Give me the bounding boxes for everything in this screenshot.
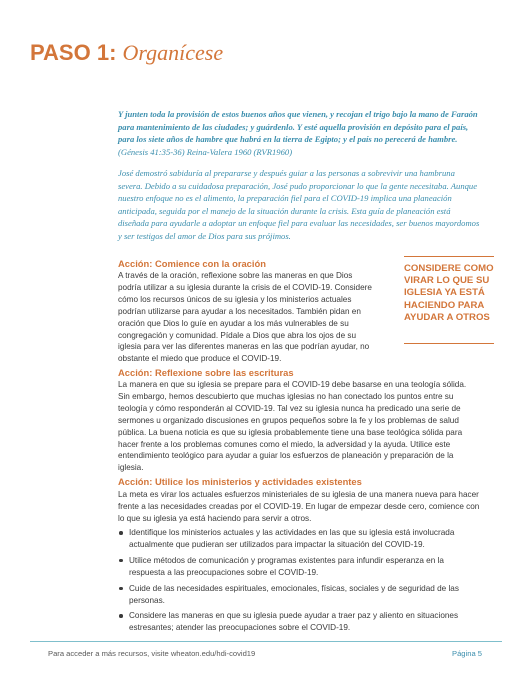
page-title-step: PASO 1: — [30, 40, 117, 65]
bullet-dot-icon — [119, 614, 123, 618]
ministries-bullet-list — [118, 527, 480, 638]
scripture-verse: Y junten toda la provisión de estos buenos años que vienen, y recojan el trigo bajo la mano de Faraón para mantenimiento de las ciudades; y guárdenlo. Y esté aquella provisión en depósito para el país, para los siete años de hambre que habrá en la tierra de Egipto; y el país no perecerá de hambre. — [118, 109, 478, 144]
section-body-prayer: A través de la oración, reflexione sobre las maneras en que Dios podría utilizar a su iglesia durante la crisis de el COVID-19. Considere cómo los recursos únicos de su iglesia y los ministerios actuales podrían utilizarse para ayudar a los necesitados. También pidan en oración que Dios lo guíe en ayudar a los más vulnerables de su congregación y comunidad. Pídale a Dios que abra los ojos de su iglesia para ver las diferentes maneras en las que podrían ayudar, no obstante el miedo que produce el COVID-19. — [118, 271, 372, 364]
bullet-dot-icon — [119, 559, 123, 563]
section-heading-ministries: Acción: Utilice los ministerios y actividades existentes — [118, 476, 362, 487]
bullet-dot-icon — [119, 531, 123, 535]
section-heading-scripture: Acción: Reflexione sobre las escrituras — [118, 367, 294, 378]
callout-box — [404, 256, 494, 344]
section-body-ministries: La meta es virar los actuales esfuerzos ministeriales de su iglesia de una manera nueva para hacer frente a las necesidades creadas por el COVID-19. En lugar de empezar desde cero, comience con lo que su iglesia ya está haciendo para servir a otros. — [118, 490, 480, 523]
footer-page-number: Página 5 — [452, 649, 482, 658]
scripture-commentary: José demostró sabiduría al prepararse y después guiar a las personas a sobrevivir una hambruna severa. Debido a su cuidadosa preparación, José pudo proporcionar lo que la gente necesitaba. Aunque nuestro enfoque no es el alimento, la preparación fiel para el COVID-19 implica una planeación anticipada, seguida por el manejo de la situación durante la crisis. Esta guía de planeación está diseñada para ayudarle a adoptar un enfoque fiel para evaluar las necesidades, ser buenos mayordomos y ser testigos del amor de Dios para sus prójimos. — [118, 168, 480, 241]
scripture-reference: (Génesis 41:35-36) Reina-Valera 1960 (RVR1960) — [118, 146, 293, 157]
callout-text: CONSIDERE COMO VIRAR LO QUE SU IGLESIA YA ESTÁ HACIENDO PARA AYUDAR A OTROS — [404, 263, 494, 323]
scripture-quote — [118, 108, 480, 158]
list-item: Considere las maneras en que su iglesia puede ayudar a traer paz y aliento en situaciones estresantes; atender las preocupaciones sobre el COVID-19. — [118, 610, 480, 634]
page-title — [30, 40, 223, 66]
bullet-dot-icon — [119, 587, 123, 591]
footer-divider — [30, 641, 502, 642]
list-item: Utilice métodos de comunicación y programas existentes para infundir esperanza en la respuesta a las preocupaciones sobre el COVID-19. — [118, 555, 480, 579]
page-title-subtitle: Organícese — [122, 40, 224, 65]
footer-resources-text: Para acceder a más recursos, visite wheaton.edu/hdi-covid19 — [48, 649, 256, 658]
list-item: Identifique los ministerios actuales y las actividades en las que su iglesia está involucrada actualmente que pudieran ser utilizados para impactar la situación del COVID-19. — [118, 527, 480, 551]
list-item: Cuide de las necesidades espirituales, emocionales, físicas, sociales y de seguridad de las personas. — [118, 583, 480, 607]
section-body-scripture: La manera en que su iglesia se prepare para el COVID-19 debe basarse en una teología sólida. Sin embargo, hemos descubierto que muchas iglesias no han conectado los puntos entre su teología y cómo responderán al COVID-19. Tal vez su iglesia nunca ha predicado una serie de sermones u organizado discusiones en grupos pequeños sobre la fe y los problemas de salud pública. La buena noticia es que su iglesia probablemente tiene una base teológica sólida para hacer frente a los problemas comunes como el miedo, la adversidad y la ayuda. Utilice este entendimiento teológico para ayudar a guiar los esfuerzos de planeación y preparación de la iglesia. — [118, 380, 467, 473]
section-heading-prayer: Acción: Comience con la oración — [118, 258, 266, 269]
